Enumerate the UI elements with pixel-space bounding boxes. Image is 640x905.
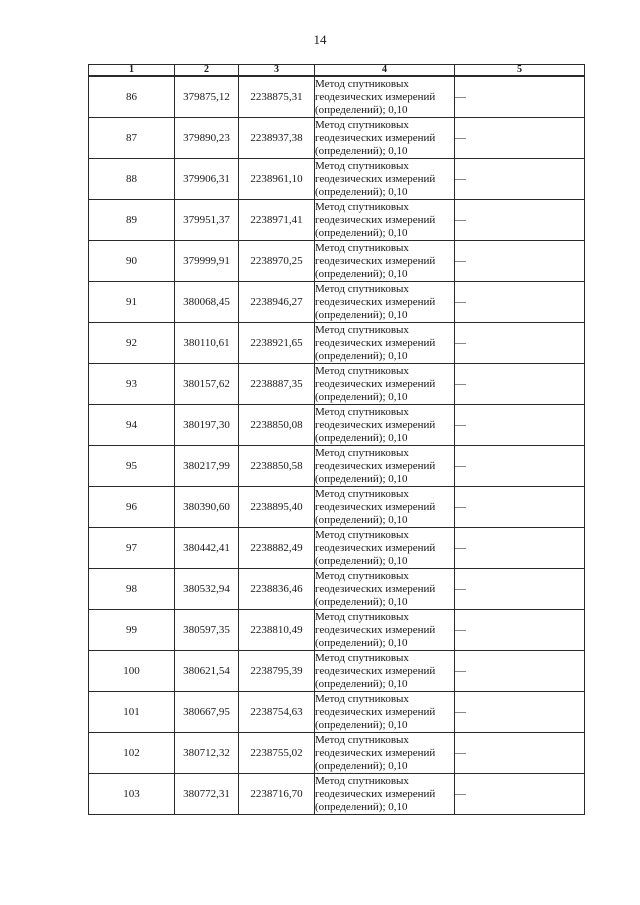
method-line: геодезических измерений (315, 664, 436, 677)
table-row (89, 487, 585, 528)
x-coordinate-cell: 380157,62 (175, 364, 239, 405)
method-line: геодезических измерений (315, 336, 436, 349)
method-cell (315, 733, 455, 774)
method-line: геодезических измерений (315, 295, 436, 308)
coordinates-table (88, 64, 585, 815)
method-line: (определений); 0,10 (315, 144, 408, 157)
note-cell: — (455, 118, 585, 159)
method-line: Метод спутниковых (315, 528, 409, 541)
note-cell: — (455, 241, 585, 282)
method-line: геодезических измерений (315, 705, 436, 718)
y-coordinate-cell: 2238754,63 (239, 692, 315, 733)
table-row (89, 651, 585, 692)
table-header (89, 65, 585, 77)
x-coordinate-cell: 380712,32 (175, 733, 239, 774)
method-line: (определений); 0,10 (315, 308, 408, 321)
method-line: геодезических измерений (315, 459, 436, 472)
note-cell: — (455, 282, 585, 323)
method-line: геодезических измерений (315, 377, 436, 390)
method-line: Метод спутниковых (315, 569, 409, 582)
y-coordinate-cell: 2238875,31 (239, 76, 315, 118)
method-line: (определений); 0,10 (315, 554, 408, 567)
method-cell (315, 364, 455, 405)
point-number-cell: 93 (89, 364, 175, 405)
method-line: (определений); 0,10 (315, 677, 408, 690)
x-coordinate-cell: 380390,60 (175, 487, 239, 528)
note-cell: — (455, 528, 585, 569)
method-line: (определений); 0,10 (315, 390, 408, 403)
point-number-cell: 91 (89, 282, 175, 323)
y-coordinate-cell: 2238937,38 (239, 118, 315, 159)
method-cell (315, 569, 455, 610)
note-cell: — (455, 692, 585, 733)
y-coordinate-cell: 2238961,10 (239, 159, 315, 200)
note-cell: — (455, 364, 585, 405)
method-line: (определений); 0,10 (315, 595, 408, 608)
method-line: (определений); 0,10 (315, 185, 408, 198)
method-line: Метод спутниковых (315, 323, 409, 336)
note-cell: — (455, 76, 585, 118)
method-cell (315, 200, 455, 241)
method-line: Метод спутниковых (315, 733, 409, 746)
table-row (89, 159, 585, 200)
y-coordinate-cell: 2238946,27 (239, 282, 315, 323)
method-cell (315, 76, 455, 118)
table-row (89, 364, 585, 405)
method-line: Метод спутниковых (315, 159, 409, 172)
y-coordinate-cell: 2238970,25 (239, 241, 315, 282)
point-number-cell: 97 (89, 528, 175, 569)
method-cell (315, 487, 455, 528)
y-coordinate-cell: 2238810,49 (239, 610, 315, 651)
method-cell (315, 118, 455, 159)
note-cell: — (455, 569, 585, 610)
method-cell (315, 446, 455, 487)
y-coordinate-cell: 2238795,39 (239, 651, 315, 692)
method-line: (определений); 0,10 (315, 431, 408, 444)
point-number-cell: 98 (89, 569, 175, 610)
method-line: (определений); 0,10 (315, 800, 408, 813)
point-number-cell: 87 (89, 118, 175, 159)
table-row (89, 528, 585, 569)
method-line: геодезических измерений (315, 623, 436, 636)
table-body (89, 76, 585, 815)
method-line: (определений); 0,10 (315, 472, 408, 485)
method-cell (315, 159, 455, 200)
y-coordinate-cell: 2238895,40 (239, 487, 315, 528)
method-cell (315, 528, 455, 569)
note-cell: — (455, 446, 585, 487)
method-line: геодезических измерений (315, 541, 436, 554)
method-line: Метод спутниковых (315, 282, 409, 295)
method-line: (определений); 0,10 (315, 267, 408, 280)
x-coordinate-cell: 379875,12 (175, 76, 239, 118)
table-row (89, 733, 585, 774)
note-cell: — (455, 733, 585, 774)
note-cell: — (455, 200, 585, 241)
method-line: геодезических измерений (315, 213, 436, 226)
point-number-cell: 92 (89, 323, 175, 364)
method-line: (определений); 0,10 (315, 759, 408, 772)
x-coordinate-cell: 380532,94 (175, 569, 239, 610)
method-cell (315, 774, 455, 815)
table-row (89, 241, 585, 282)
method-line: Метод спутниковых (315, 364, 409, 377)
note-cell: — (455, 774, 585, 815)
point-number-cell: 100 (89, 651, 175, 692)
method-line: Метод спутниковых (315, 241, 409, 254)
method-line: Метод спутниковых (315, 200, 409, 213)
method-line: (определений); 0,10 (315, 636, 408, 649)
method-line: геодезических измерений (315, 582, 436, 595)
note-cell: — (455, 610, 585, 651)
y-coordinate-cell: 2238755,02 (239, 733, 315, 774)
note-cell: — (455, 159, 585, 200)
method-line: (определений); 0,10 (315, 718, 408, 731)
point-number-cell: 90 (89, 241, 175, 282)
point-number-cell: 86 (89, 76, 175, 118)
point-number-cell: 94 (89, 405, 175, 446)
method-line: геодезических измерений (315, 90, 436, 103)
x-coordinate-cell: 380442,41 (175, 528, 239, 569)
table-row (89, 76, 585, 118)
method-line: геодезических измерений (315, 787, 436, 800)
note-cell: — (455, 323, 585, 364)
method-cell (315, 323, 455, 364)
header-col-5: 5 (455, 65, 585, 77)
method-cell (315, 241, 455, 282)
header-row (89, 65, 585, 77)
table-row (89, 323, 585, 364)
y-coordinate-cell: 2238850,58 (239, 446, 315, 487)
method-line: Метод спутниковых (315, 774, 409, 787)
x-coordinate-cell: 380667,95 (175, 692, 239, 733)
note-cell: — (455, 487, 585, 528)
method-line: геодезических измерений (315, 172, 436, 185)
method-line: Метод спутниковых (315, 77, 409, 90)
method-line: геодезических измерений (315, 131, 436, 144)
method-line: геодезических измерений (315, 254, 436, 267)
header-col-1: 1 (89, 65, 175, 77)
table-row (89, 610, 585, 651)
x-coordinate-cell: 380772,31 (175, 774, 239, 815)
x-coordinate-cell: 380597,35 (175, 610, 239, 651)
method-line: (определений); 0,10 (315, 349, 408, 362)
method-line: (определений); 0,10 (315, 226, 408, 239)
point-number-cell: 102 (89, 733, 175, 774)
header-col-2: 2 (175, 65, 239, 77)
page-number: 14 (313, 32, 327, 47)
method-line: геодезических измерений (315, 500, 436, 513)
point-number-cell: 99 (89, 610, 175, 651)
y-coordinate-cell: 2238716,70 (239, 774, 315, 815)
x-coordinate-cell: 379951,37 (175, 200, 239, 241)
method-line: Метод спутниковых (315, 610, 409, 623)
table-row (89, 446, 585, 487)
table-row (89, 118, 585, 159)
method-line: Метод спутниковых (315, 487, 409, 500)
header-col-3: 3 (239, 65, 315, 77)
y-coordinate-cell: 2238850,08 (239, 405, 315, 446)
point-number-cell: 89 (89, 200, 175, 241)
table-row (89, 282, 585, 323)
table-row (89, 692, 585, 733)
point-number-cell: 101 (89, 692, 175, 733)
y-coordinate-cell: 2238836,46 (239, 569, 315, 610)
x-coordinate-cell: 380110,61 (175, 323, 239, 364)
y-coordinate-cell: 2238971,41 (239, 200, 315, 241)
table-row (89, 569, 585, 610)
table-row (89, 200, 585, 241)
method-line: (определений); 0,10 (315, 103, 408, 116)
point-number-cell: 103 (89, 774, 175, 815)
y-coordinate-cell: 2238882,49 (239, 528, 315, 569)
x-coordinate-cell: 379906,31 (175, 159, 239, 200)
method-line: Метод спутниковых (315, 651, 409, 664)
method-line: геодезических измерений (315, 418, 436, 431)
method-line: Метод спутниковых (315, 692, 409, 705)
x-coordinate-cell: 379999,91 (175, 241, 239, 282)
point-number-cell: 96 (89, 487, 175, 528)
method-cell (315, 692, 455, 733)
x-coordinate-cell: 379890,23 (175, 118, 239, 159)
note-cell: — (455, 405, 585, 446)
method-cell (315, 282, 455, 323)
x-coordinate-cell: 380217,99 (175, 446, 239, 487)
table-row (89, 774, 585, 815)
point-number-cell: 95 (89, 446, 175, 487)
x-coordinate-cell: 380068,45 (175, 282, 239, 323)
method-line: Метод спутниковых (315, 405, 409, 418)
y-coordinate-cell: 2238921,65 (239, 323, 315, 364)
method-line: Метод спутниковых (315, 446, 409, 459)
table-row (89, 405, 585, 446)
method-cell (315, 405, 455, 446)
method-cell (315, 610, 455, 651)
method-line: геодезических измерений (315, 746, 436, 759)
note-cell: — (455, 651, 585, 692)
x-coordinate-cell: 380197,30 (175, 405, 239, 446)
point-number-cell: 88 (89, 159, 175, 200)
method-cell (315, 651, 455, 692)
header-col-4: 4 (315, 65, 455, 77)
method-line: (определений); 0,10 (315, 513, 408, 526)
y-coordinate-cell: 2238887,35 (239, 364, 315, 405)
method-line: Метод спутниковых (315, 118, 409, 131)
x-coordinate-cell: 380621,54 (175, 651, 239, 692)
